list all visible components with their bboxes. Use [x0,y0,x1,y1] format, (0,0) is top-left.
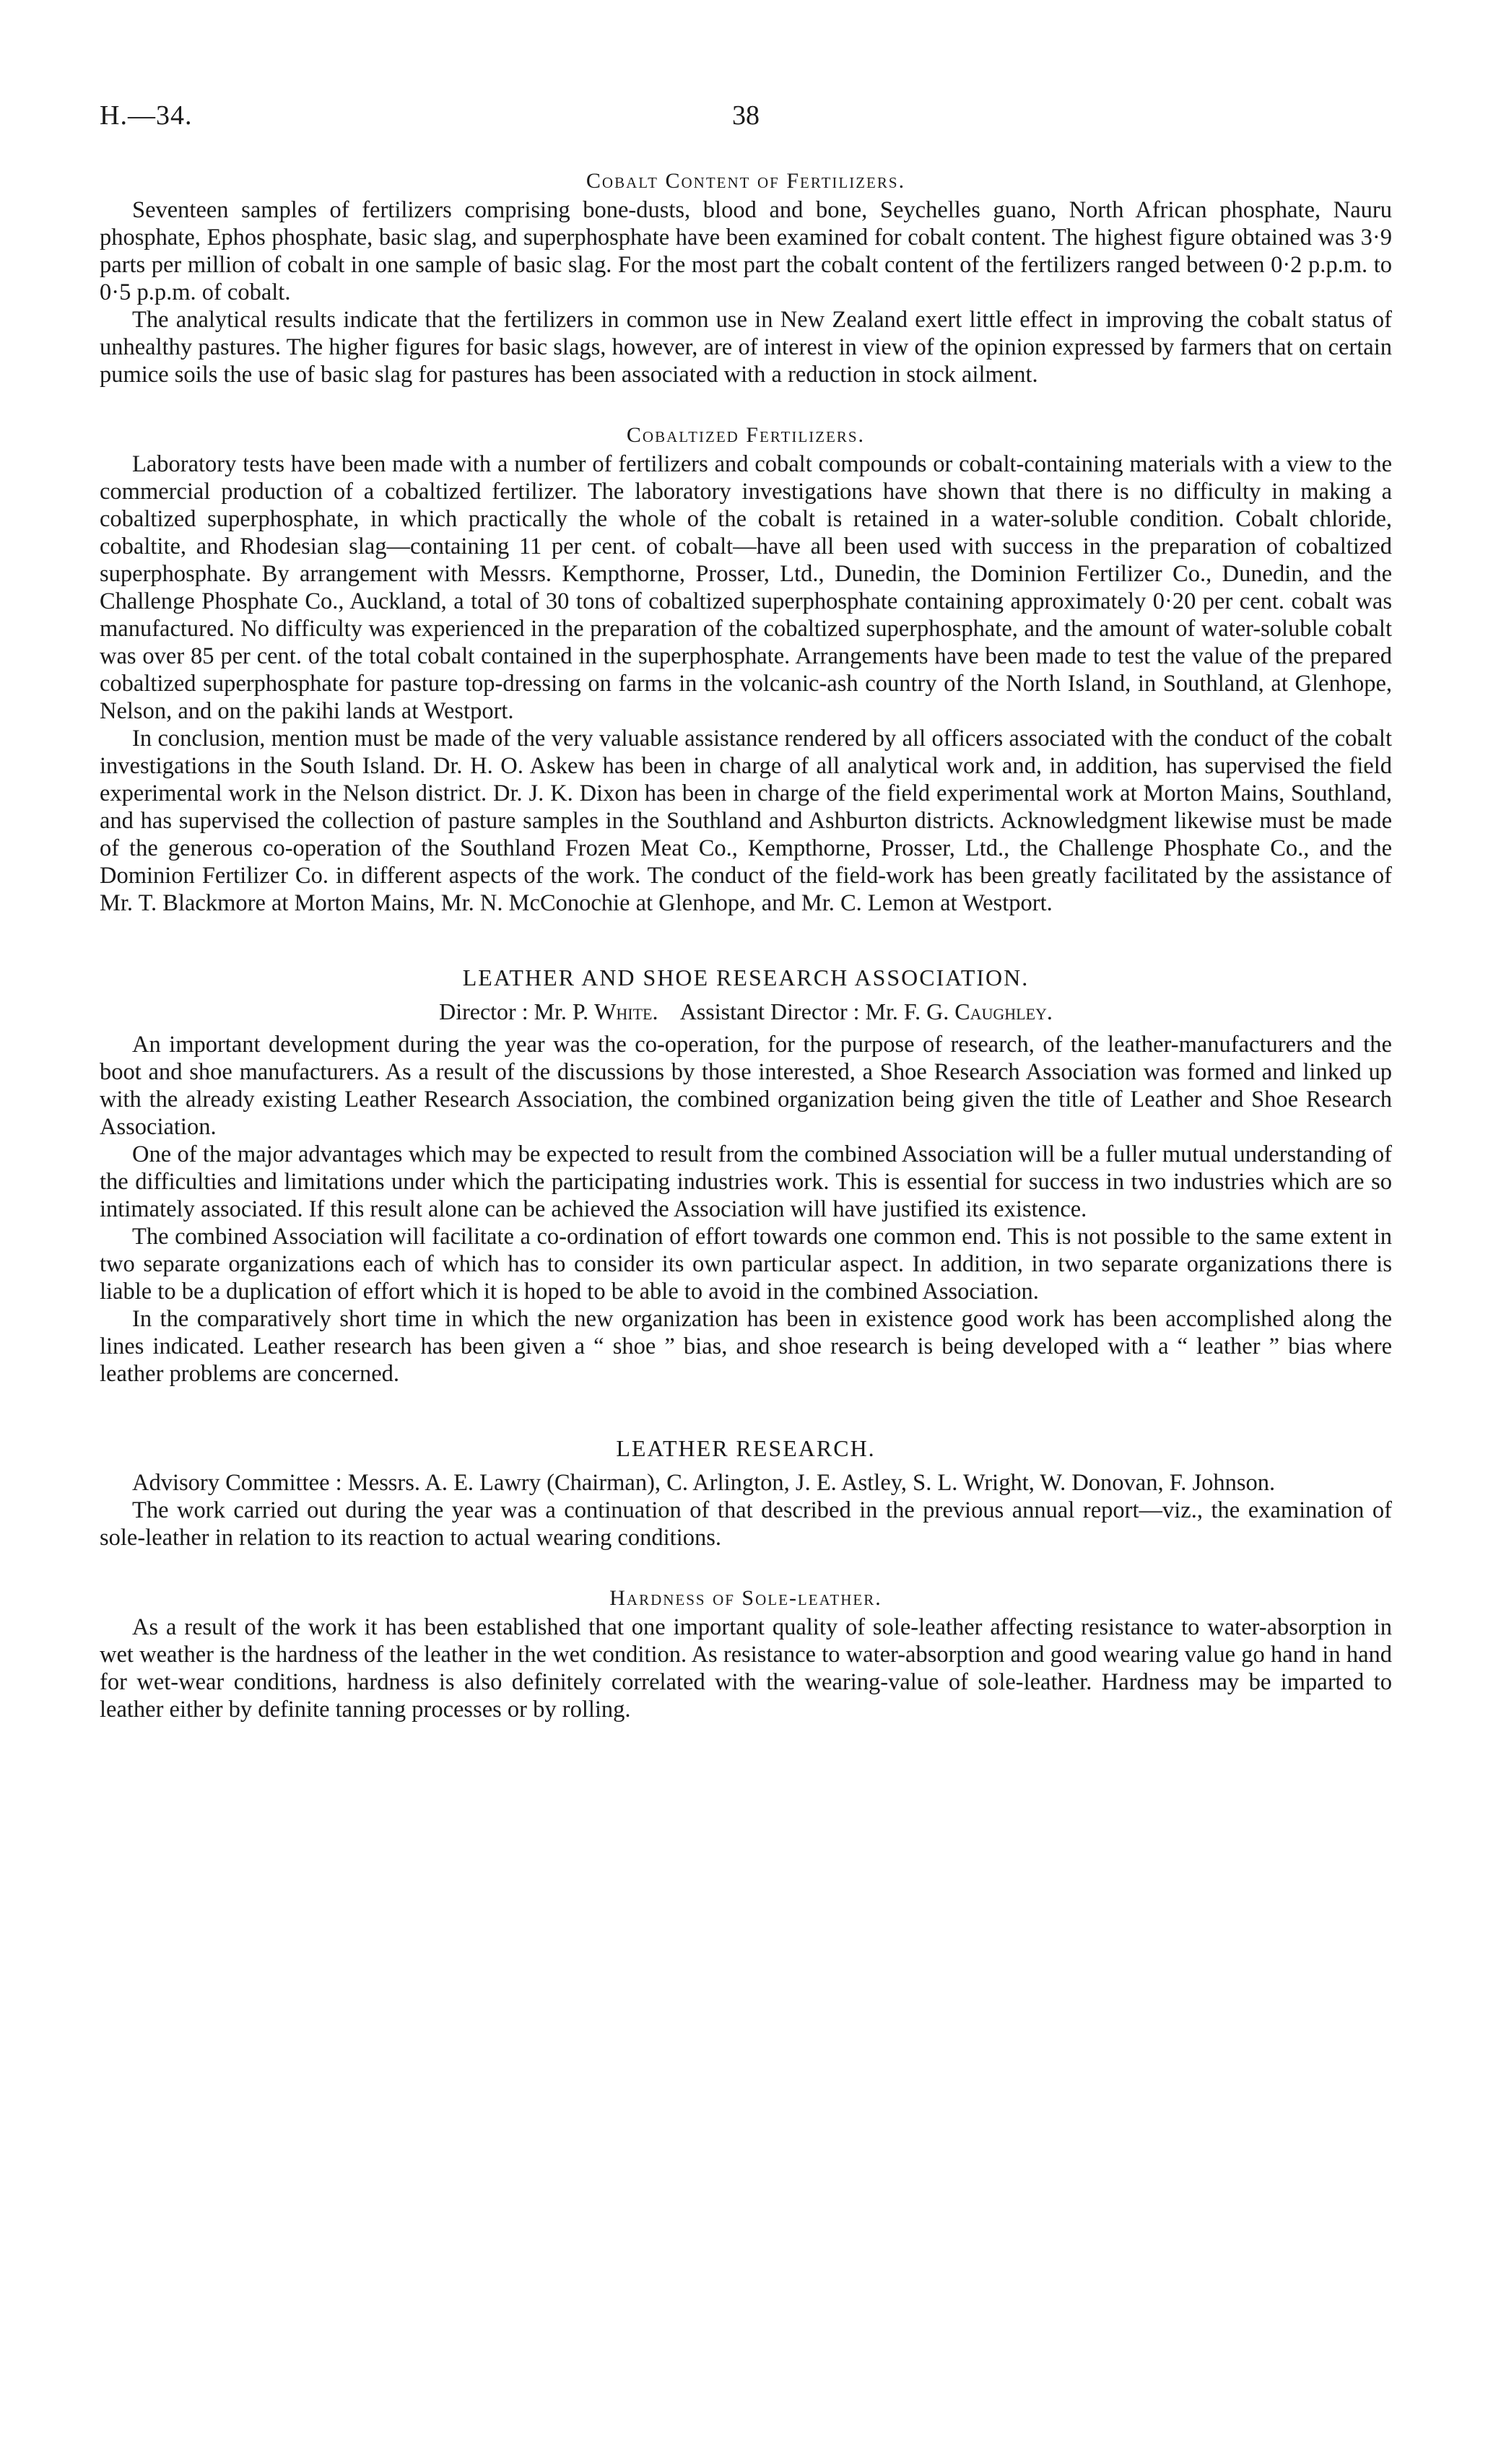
paragraph: As a result of the work it has been established that one important quality of sole-leather affecting resistance to water-absorption in wet weather is the hardness of the leather in the wet condition. As resistance to water-absorption and good wearing value go hand in hand for wet-wear conditions, hardness is also definitely correlated with the wearing-value of sole-leather. Hardness may be imparted to leather either by definite tanning processes or by rolling. [100,1614,1392,1723]
paragraph: Seventeen samples of fertilizers comprising bone-dusts, blood and bone, Seychelles guano, North African phosphate, Nauru phosphate, Ephos phosphate, basic slag, and superphosphate have been examined for cobalt content. The highest figure obtained was 3·9 parts per million of cobalt in one sample of basic slag. For the most part the cobalt content of the fertilizers ranged between 0·2 p.p.m. to 0·5 p.p.m. of cobalt. [100,197,1392,305]
assistant-director-name: Mr. F. G. [865,998,949,1024]
paragraph: In the comparatively short time in which the new organization has been in existence good work has been accomplished along the lines indicated. Leather research has been given a “ shoe ” bias, and shoe research is being developed with a “ leather ” bias where leather problems are concerned. [100,1306,1392,1387]
paragraph: An important development during the year was the co-operation, for the purpose of research, of the leather-manufacturers and the boot and shoe manufacturers. As a result of the discussions by those interested, a Shoe Research Association was formed and linked up with the already existing Leather Research Association, the combined organization being given the title of Leather and Shoe Research Association. [100,1032,1392,1140]
heading-hardness-sole-leather: Hardness of Sole-leather. [609,1586,882,1610]
director-label: Director : [439,998,528,1024]
page-header [100,100,1392,150]
document-reference: H.—34. [100,100,193,131]
paragraph: The work carried out during the year was a continuation of that described in the previous annual report—viz., the examination of sole-leather in relation to its reaction to actual wearing conditions. [100,1497,1392,1551]
page-number: 38 [732,100,760,131]
director-name: Mr. P. [534,998,589,1024]
heading-leather-research: LEATHER RESEARCH. [616,1435,876,1461]
heading-cobaltized-fertilizers: Cobaltized Fertilizers. [626,423,866,447]
directors-line [100,998,1392,1025]
document-page [100,100,1392,1723]
assistant-director-surname: Caughley. [954,998,1053,1024]
paragraph: The analytical results indicate that the fertilizers in common use in New Zealand exert little effect in improving the cobalt status of unhealthy pastures. The higher figures for basic slags, however, are of interest in view of the opinion expressed by farmers that on certain pumice soils the use of basic slag for pastures has been associated with a reduction in stock ailment. [100,307,1392,388]
assistant-director-label: Assistant Director : [679,998,860,1024]
paragraph: One of the major advantages which may be expected to result from the combined Association will be a fuller mutual understanding of the difficulties and limitations under which the participating industries work. This is essential for success in two industries which are so intimately associated. If this result alone can be achieved the Association will have justified its existence. [100,1141,1392,1222]
paragraph: The combined Association will facilitate a co-ordination of effort towards one common end. This is not possible to the same extent in two separate organizations each of which has to consider its own particular aspect. In addition, in two separate organizations there is liable to be a duplication of effort which it is hoped to be able to avoid in the combined Association. [100,1224,1392,1305]
paragraph: Laboratory tests have been made with a number of fertilizers and cobalt compounds or cobalt-containing materials with a view to the commercial production of a cobaltized fertilizer. The laboratory investigations have shown that there is no difficulty in making a cobaltized superphosphate, in which practically the whole of the cobalt is retained in a water-soluble condition. Cobalt chloride, cobaltite, and Rhodesian slag—containing 11 per cent. of cobalt—have all been used with success in the preparation of cobaltized superphosphate. By arrangement with Messrs. Kempthorne, Prosser, Ltd., Dunedin, the Dominion Fertilizer Co., Dunedin, and the Challenge Phosphate Co., Auckland, a total of 30 tons of cobaltized superphosphate containing approximately 0·20 per cent. cobalt was manufactured. No difficulty was experienced in the preparation of the cobaltized superphosphate, and the amount of water-soluble cobalt was over 85 per cent. of the total cobalt contained in the superphosphate. Arrangements have been made to test the value of the prepared cobaltized superphosphate for pasture top-dressing on farms in the volcanic-ash country of the North Island, in Southland, at Glenhope, Nelson, and on the pakihi lands at Westport. [100,451,1392,724]
heading-cobalt-content: Cobalt Content of Fertilizers. [586,169,906,193]
director-surname: White. [594,998,658,1024]
heading-leather-shoe-association: LEATHER AND SHOE RESEARCH ASSOCIATION. [462,965,1030,991]
advisory-committee: Advisory Committee : Messrs. A. E. Lawry (Chairman), C. Arlington, J. E. Astley, S. L. Wright, W. Donovan, F. Johnson. [132,1470,1276,1496]
paragraph: In conclusion, mention must be made of the very valuable assistance rendered by all officers associated with the conduct of the cobalt investigations in the South Island. Dr. H. O. Askew has been in charge of all analytical work and, in addition, has supervised the field experimental work in the Nelson district. Dr. J. K. Dixon has been in charge of the field experimental work at Morton Mains, Southland, and has supervised the collection of pasture samples in the Southland and Ashburton districts. Acknowledgment likewise must be made of the generous co-operation of the Southland Frozen Meat Co., Kempthorne, Prosser, Ltd., the Challenge Phosphate Co., and the Dominion Fertilizer Co. in different aspects of the work. The conduct of the field-work has been greatly facilitated by the assistance of Mr. T. Blackmore at Morton Mains, Mr. N. McConochie at Glenhope, and Mr. C. Lemon at Westport. [100,726,1392,916]
